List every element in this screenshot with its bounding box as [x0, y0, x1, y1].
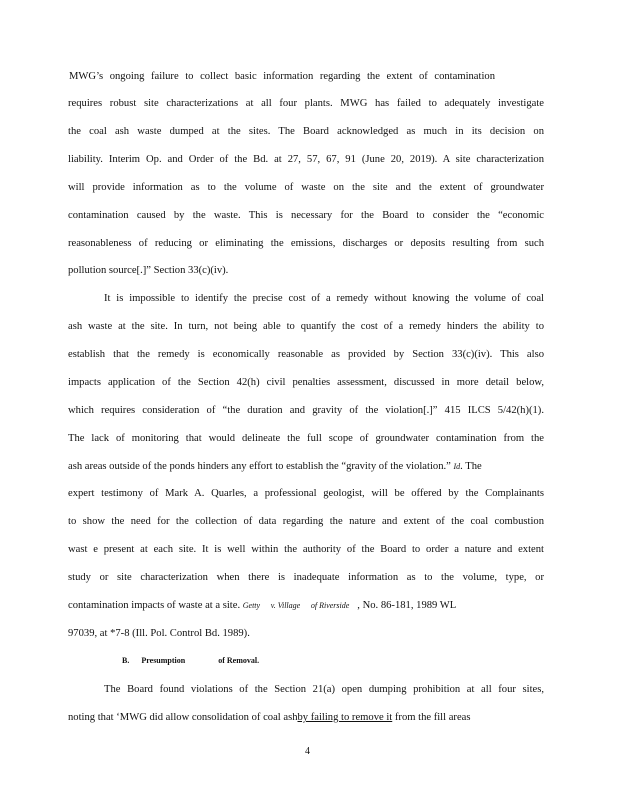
paragraph-line: liability. Interim Op. and Order of the Bd. at 27, 57, 67, 91 (June 20, 2019). A site characterization — [68, 154, 544, 165]
paragraph-line: wast e present at each site. It is well within the authority of the Board to order a nature and extent — [68, 544, 544, 555]
paragraph-line — [68, 460, 544, 474]
line-text: ash areas outside of the ponds hinders any effort to establish the “gravity of the violation.” — [68, 461, 454, 472]
line-text: from the fill areas — [392, 712, 471, 723]
line-text: contamination impacts of waste at a site. — [68, 600, 243, 611]
case-name: of Riverside — [310, 601, 350, 610]
paragraph-line: reasonableness of reducing or eliminating the emissions, discharges or deposits resulting from such — [68, 238, 544, 249]
paragraph-line: 97039, at *7-8 (Ill. Pol. Control Bd. 1989). — [68, 628, 250, 639]
paragraph-line: MWG’s ongoing failure to collect basic information regarding the extent of contamination — [69, 71, 495, 82]
section-heading — [122, 655, 259, 667]
paragraph-line: which requires consideration of “the duration and gravity of the violation[.]” 415 ILCS 5/42(h)(1). — [68, 405, 544, 416]
paragraph-line: pollution source[.]” Section 33(c)(iv). — [68, 265, 229, 276]
paragraph-line: establish that the remedy is economically reasonable as provided by Section 33(c)(iv). This also — [68, 349, 544, 360]
heading-word: Presumption — [141, 656, 186, 665]
paragraph-line: The Board found violations of the Section 21(a) open dumping prohibition at all four sites, — [104, 684, 544, 695]
paragraph-line: It is impossible to identify the precise cost of a remedy without knowing the volume of coal — [104, 293, 544, 304]
page-number: 4 — [305, 746, 310, 757]
id-citation: Id — [453, 462, 461, 471]
heading-word: of Removal. — [218, 656, 260, 665]
case-citation: , No. 86-181, 1989 WL — [357, 600, 457, 611]
paragraph-line: study or site characterization when there is inadequate information as to the volume, type, or — [68, 572, 544, 583]
paragraph-line: The lack of monitoring that would delineate the full scope of groundwater contamination from the — [68, 433, 544, 444]
paragraph-line: expert testimony of Mark A. Quarles, a professional geologist, will be offered by the Complainants — [68, 488, 544, 499]
line-text: noting that ‘MWG did allow consolidation of coal ash — [68, 712, 298, 723]
case-name: Getty — [242, 601, 261, 610]
paragraph-line — [68, 599, 544, 613]
paragraph-line: to show the need for the collection of data regarding the nature and extent of the coal combustion — [68, 516, 544, 527]
underlined-text: by failing to remove it — [297, 712, 393, 723]
paragraph-line: impacts application of the Section 42(h) civil penalties assessment, discussed in more detail below, — [68, 377, 544, 388]
paragraph-line: will provide information as to the volume of waste on the site and the extent of groundwater — [68, 182, 544, 193]
paragraph-line — [68, 711, 544, 725]
line-text: . The — [460, 461, 482, 472]
paragraph-line: contamination caused by the waste. This is necessary for the Board to consider the “economic — [68, 210, 544, 221]
paragraph-line: ash waste at the site. In turn, not being able to quantify the cost of a remedy hinders the ability to — [68, 321, 544, 332]
case-name: v. Village — [270, 601, 301, 610]
paragraph-line: requires robust site characterizations at all four plants. MWG has failed to adequately investigate — [68, 98, 544, 109]
heading-letter: B. — [122, 656, 130, 665]
paragraph-line: the coal ash waste dumped at the sites. The Board acknowledged as much in its decision on — [68, 126, 544, 137]
